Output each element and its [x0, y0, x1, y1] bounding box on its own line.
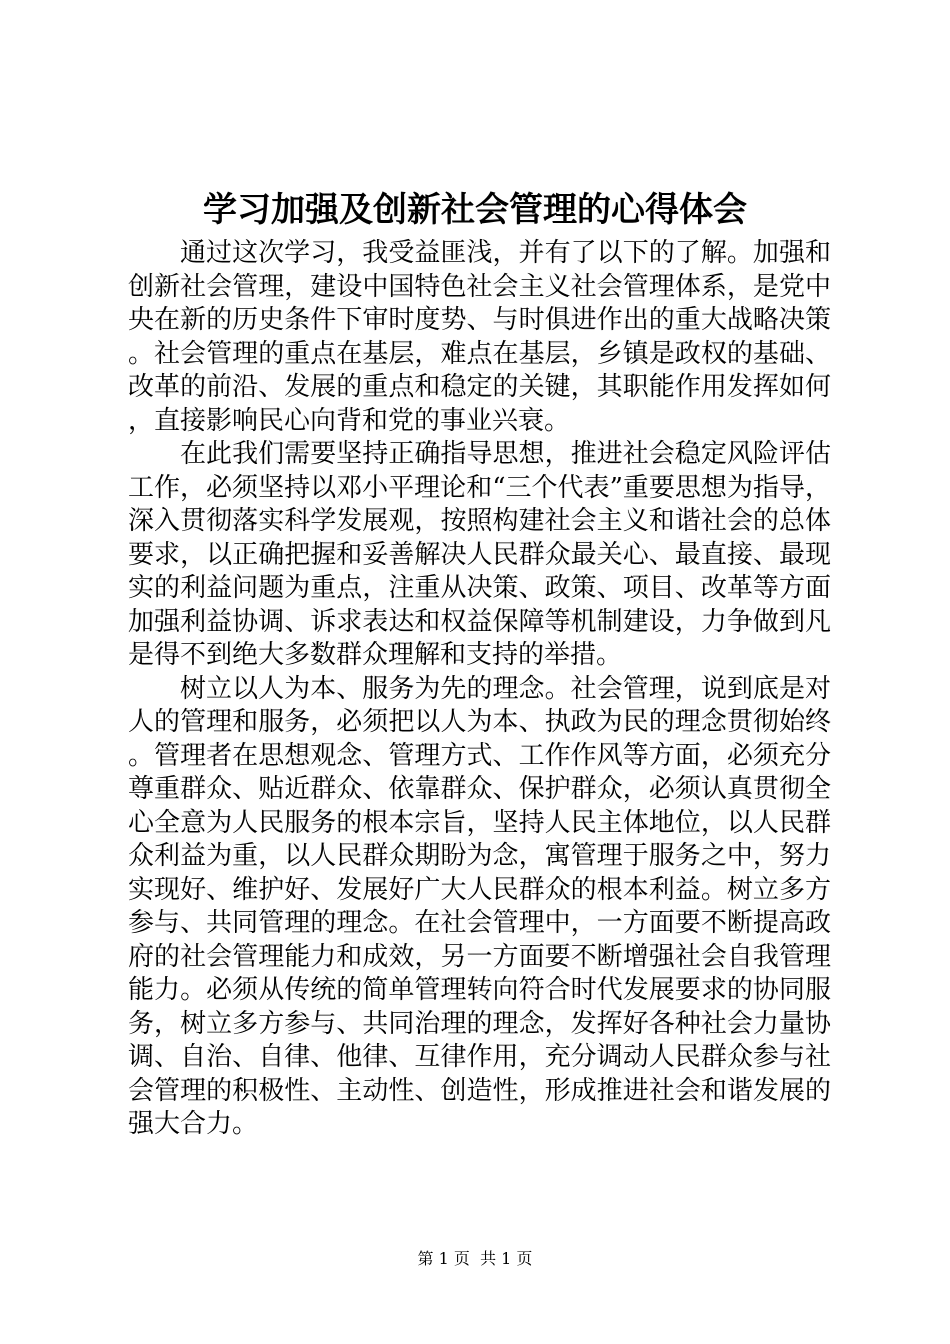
page-number: 第 1 页 [417, 1249, 470, 1268]
page-footer [0, 1248, 950, 1270]
page-total: 共 1 页 [480, 1249, 533, 1268]
paragraph-3: 树立以人为本、服务为先的理念。社会管理，说到底是对人的管理和服务，必须把以人为本、执政为民的理念贯彻始终。管理者在思想观念、管理方式、工作作风等方面，必须充分尊重群众、贴近群众、依靠群众、保护群众，必须认真贯彻全心全意为人民服务的根本宗旨，坚持人民主体地位，以人民群众利益为重，以人民群众期盼为念，寓管理于服务之中，努力实现好、维护好、发展好广大人民群众的根本利益。树立多方参与、共同管理的理念。在社会管理中，一方面要不断提高政府的社会管理能力和成效，另一方面要不断增强社会自我管理能力。必须从传统的简单管理转向符合时代发展要求的协同服务，树立多方参与、共同治理的理念，发挥好各种社会力量协调、自治、自律、他律、互律作用，充分调动人民群众参与社会管理的积极性、主动性、创造性，形成推进社会和谐发展的强大合力。 [128, 673, 831, 1139]
document-body [128, 237, 831, 1142]
paragraph-2: 在此我们需要坚持正确指导思想，推进社会稳定风险评估工作，必须坚持以邓小平理论和“三个代表”重要思想为指导，深入贯彻落实科学发展观，按照构建社会主义和谐社会的总体要求，以正确把握和妥善解决人民群众最关心、最直接、最现实的利益问题为重点，注重从决策、政策、项目、改革等方面加强利益协调、诉求表达和权益保障等机制建设，力争做到凡是得不到绝大多数群众理解和支持的举措。 [128, 439, 831, 670]
document-title: 学习加强及创新社会管理的心得体会 [203, 190, 747, 230]
paragraph-1: 通过这次学习，我受益匪浅，并有了以下的了解。加强和创新社会管理，建设中国特色社会主义社会管理体系，是党中央在新的历史条件下审时度势、与时俱进作出的重大战略决策。社会管理的重点在基层，难点在基层，乡镇是政权的基础、改革的前沿、发展的重点和稳定的关键，其职能作用发挥如何，直接影响民心向背和党的事业兴衰。 [128, 238, 831, 436]
